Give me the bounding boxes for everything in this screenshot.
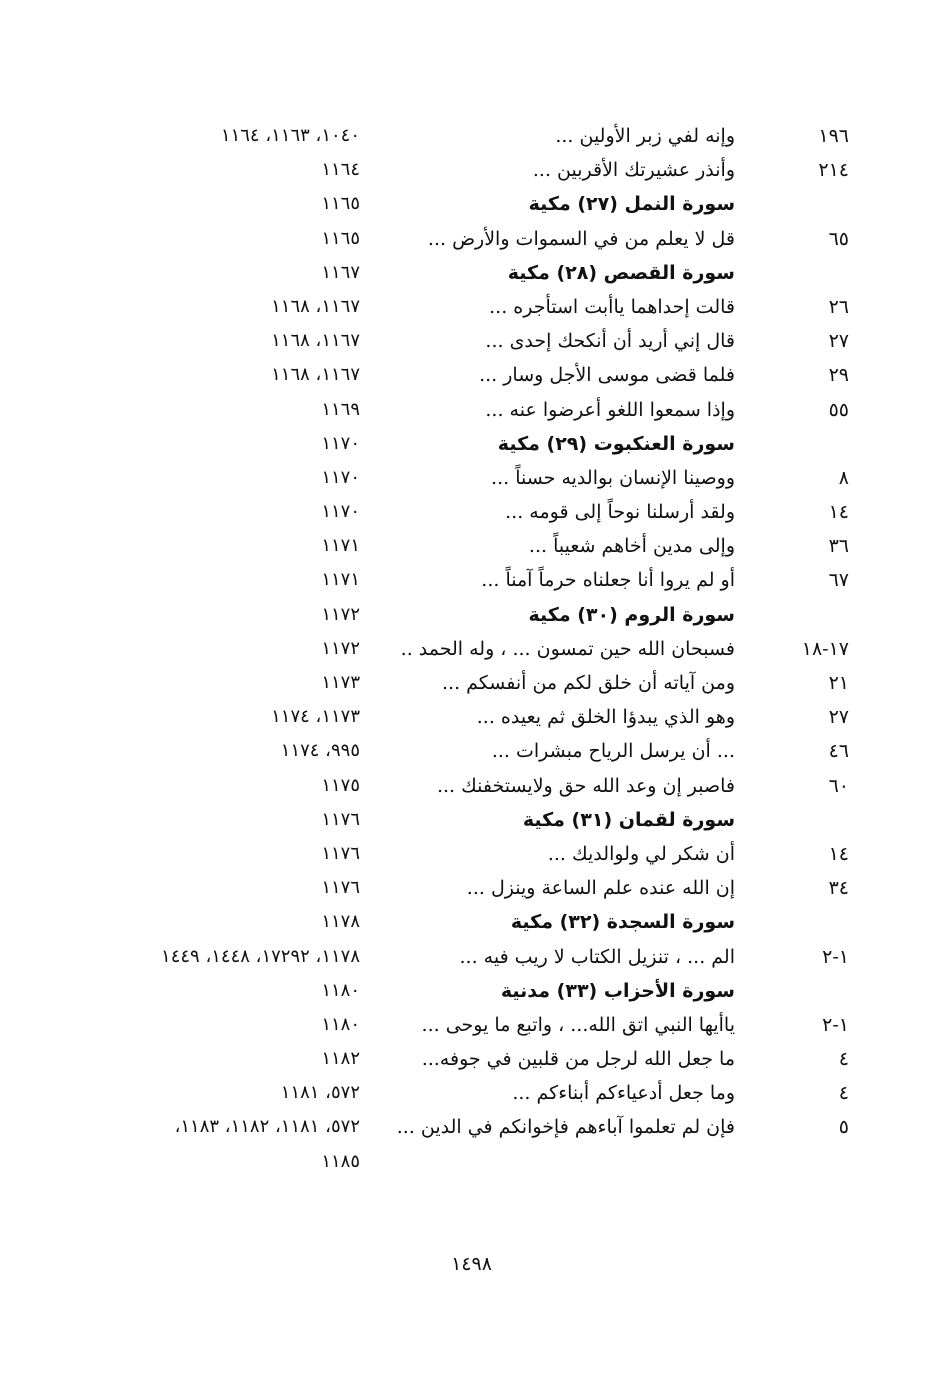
verse-row bbox=[0, 290, 943, 324]
verse-row bbox=[0, 940, 943, 974]
page-references: ١١٧٨ bbox=[321, 911, 360, 933]
verse-text: قل لا يعلم من في السموات والأرض ... bbox=[427, 227, 735, 250]
surah-heading: سورة لقمان (٣١) مكية bbox=[522, 808, 735, 831]
surah-heading-row bbox=[0, 905, 943, 939]
verse-row bbox=[0, 632, 943, 666]
verse-row bbox=[0, 666, 943, 700]
verse-row bbox=[0, 358, 943, 392]
surah-heading: سورة السجدة (٣٢) مكية bbox=[510, 911, 735, 934]
page-references: ١١٧٦ bbox=[321, 808, 360, 830]
verse-number: ٢٦ bbox=[828, 295, 849, 318]
verse-row bbox=[0, 769, 943, 803]
page-references: ١١٦٩ bbox=[321, 398, 360, 420]
verse-number: ٥٥ bbox=[828, 398, 849, 421]
page-references: ١١٧١ bbox=[321, 569, 360, 591]
verse-number: ٤ bbox=[838, 1082, 849, 1105]
page-references: ١١٧٠ bbox=[321, 466, 360, 488]
page-references: ١١٧٢ bbox=[321, 637, 360, 659]
verse-number: ١٩٦ bbox=[818, 125, 849, 147]
page-references: ١١٧٠ bbox=[321, 432, 360, 454]
verse-text: إن الله عنده علم الساعة وينزل ... bbox=[466, 877, 735, 900]
verse-row bbox=[0, 563, 943, 597]
verse-number: ٦٥ bbox=[828, 227, 849, 250]
verse-text: وإذا سمعوا اللغو أعرضوا عنه ... bbox=[485, 398, 735, 421]
verse-number: ٢١ bbox=[828, 672, 849, 694]
verse-text: الم ... ، تنزيل الكتاب لا ريب فيه ... bbox=[459, 945, 735, 968]
verse-text: أو لم يروا أنا جعلناه حرماً آمناً ... bbox=[481, 569, 735, 592]
page-references: ١١٧٦ bbox=[321, 877, 360, 899]
verse-text: أن شكر لي ولوالديك ... bbox=[547, 842, 735, 865]
verse-number: ٨ bbox=[838, 466, 849, 489]
verse-row bbox=[0, 222, 943, 256]
page-number: ١٤٩٨ bbox=[451, 1253, 492, 1275]
verse-number: ٤ bbox=[838, 1048, 849, 1071]
page-references: ١١٧٨، ١٧٢٩٢، ١٤٤٨، ١٤٤٩ bbox=[161, 945, 360, 967]
verse-row bbox=[0, 871, 943, 905]
verse-text: فاصبر إن وعد الله حق ولايستخفنك ... bbox=[436, 774, 735, 797]
surah-heading-row bbox=[0, 187, 943, 221]
verse-row bbox=[0, 837, 943, 871]
page-references: ٩٩٥، ١١٧٤ bbox=[280, 740, 360, 762]
verse-number: ١-٢ bbox=[822, 1013, 849, 1036]
verse-row bbox=[0, 1076, 943, 1110]
verse-row bbox=[0, 1042, 943, 1076]
page-references: ١١٧٠ bbox=[321, 501, 360, 523]
verse-row bbox=[0, 1008, 943, 1042]
surah-heading: سورة العنكبوت (٢٩) مكية bbox=[497, 432, 735, 455]
verse-number: ١٧-١٨ bbox=[801, 637, 849, 660]
verse-number: ٣٦ bbox=[828, 535, 849, 558]
verse-number: ٦٧ bbox=[828, 569, 849, 592]
verse-row bbox=[0, 393, 943, 427]
surah-heading: سورة الأحزاب (٣٣) مدنية bbox=[500, 979, 735, 1002]
verse-row bbox=[0, 495, 943, 529]
verse-text: وأنذر عشيرتك الأقربين ... bbox=[532, 159, 735, 182]
verse-text: ... أن يرسل الرياح مبشرات ... bbox=[491, 740, 735, 763]
verse-text: وما جعل أدعياءكم أبناءكم ... bbox=[512, 1082, 735, 1105]
verse-row bbox=[0, 734, 943, 768]
verse-text: ياأيها النبي اتق الله... ، واتبع ما يوحى ... bbox=[421, 1013, 735, 1036]
surah-heading-row bbox=[0, 256, 943, 290]
verse-text: ما جعل الله لرجل من قلبين في جوفه... bbox=[421, 1048, 735, 1071]
page-references: ١١٦٧، ١١٦٨ bbox=[271, 295, 360, 317]
verse-text: قالت إحداهما ياأبت استأجره ... bbox=[489, 295, 735, 318]
verse-number: ٣٤ bbox=[828, 877, 849, 900]
surah-heading-row bbox=[0, 974, 943, 1008]
page-references: ١١٦٧، ١١٦٨ bbox=[271, 364, 360, 386]
page-references: ١١٧٢ bbox=[321, 603, 360, 625]
verse-text: ووصينا الإنسان بوالديه حسناً ... bbox=[491, 466, 735, 489]
verse-number: ١٤ bbox=[828, 842, 849, 865]
verse-text: وإلى مدين أخاهم شعيباً ... bbox=[528, 535, 735, 558]
page-references: ١١٧٣، ١١٧٤ bbox=[271, 706, 360, 728]
verse-number: ١٤ bbox=[828, 501, 849, 524]
page-references: ١١٦٧ bbox=[321, 261, 360, 283]
surah-heading-row bbox=[0, 803, 943, 837]
page-references: ١١٨٥ bbox=[321, 1150, 360, 1172]
surah-heading: سورة القصص (٢٨) مكية bbox=[507, 261, 735, 284]
verse-number: ٢٧ bbox=[828, 706, 849, 729]
page-references: ١١٧٥ bbox=[321, 774, 360, 796]
verse-row bbox=[0, 1110, 943, 1144]
surah-heading: سورة الروم (٣٠) مكية bbox=[528, 603, 735, 626]
verse-text: فسبحان الله حين تمسون ... ، وله الحمد .. bbox=[400, 637, 735, 660]
verse-text: فلما قضى موسى الأجل وسار ... bbox=[479, 364, 735, 387]
verse-row bbox=[0, 324, 943, 358]
page-references: ١١٦٤ bbox=[321, 159, 360, 181]
page-references: ٥٧٢، ١١٨١ bbox=[280, 1082, 360, 1104]
verse-text: ومن آياته أن خلق لكم من أنفسكم ... bbox=[442, 672, 735, 694]
verse-row bbox=[0, 153, 943, 187]
verse-number: ٢٩ bbox=[828, 364, 849, 387]
verse-text: فإن لم تعلموا آباءهم فإخوانكم في الدين ... bbox=[396, 1116, 735, 1139]
verse-number: ٥ bbox=[838, 1116, 849, 1139]
verse-index-list bbox=[0, 119, 943, 1179]
surah-heading-row bbox=[0, 598, 943, 632]
verse-text: وهو الذي يبدؤا الخلق ثم يعيده ... bbox=[476, 706, 735, 729]
page-references: ١١٧٣ bbox=[321, 672, 360, 693]
page-references: ٥٧٢، ١١٨١، ١١٨٢، ١١٨٣، bbox=[174, 1116, 360, 1138]
page-references: ١٠٤٠، ١١٦٣، ١١٦٤ bbox=[220, 125, 360, 146]
page-references: ١١٦٥ bbox=[321, 193, 360, 215]
verse-row bbox=[0, 119, 943, 153]
verse-number: ٢١٤ bbox=[818, 159, 849, 182]
page-references: ١١٨٢ bbox=[321, 1048, 360, 1070]
page-references: ١١٦٥ bbox=[321, 227, 360, 249]
surah-heading-row bbox=[0, 427, 943, 461]
page-references: ١١٦٧، ١١٦٨ bbox=[271, 330, 360, 352]
verse-number: ١-٢ bbox=[822, 945, 849, 968]
verse-row bbox=[0, 529, 943, 563]
page-references: ١١٨٠ bbox=[321, 979, 360, 1001]
page-references: ١١٧١ bbox=[321, 535, 360, 557]
verse-number: ٢٧ bbox=[828, 330, 849, 353]
verse-text: وإنه لفي زبر الأولين ... bbox=[555, 125, 735, 147]
verse-text: ولقد أرسلنا نوحاً إلى قومه ... bbox=[505, 501, 735, 524]
verse-number: ٦٠ bbox=[828, 774, 849, 797]
verse-row bbox=[0, 700, 943, 734]
verse-row bbox=[0, 461, 943, 495]
page-references: ١١٧٦ bbox=[321, 842, 360, 864]
verse-number: ٤٦ bbox=[828, 740, 849, 763]
verse-text: قال إني أريد أن أنكحك إحدى ... bbox=[485, 330, 735, 353]
verse-row bbox=[0, 1145, 943, 1179]
surah-heading: سورة النمل (٢٧) مكية bbox=[528, 193, 735, 216]
page-references: ١١٨٠ bbox=[321, 1013, 360, 1035]
